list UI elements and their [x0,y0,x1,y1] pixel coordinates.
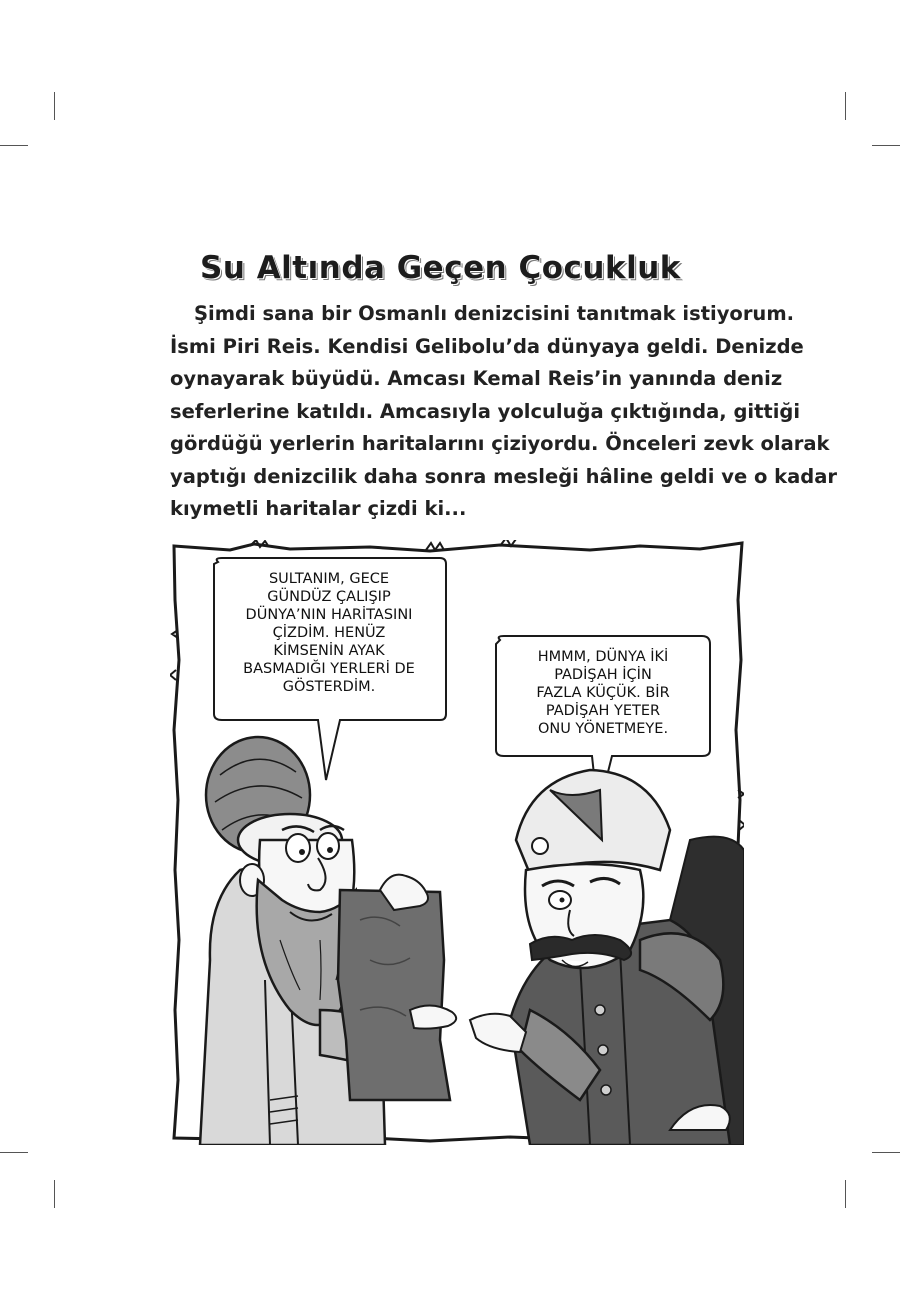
speech-line: HMMM, DÜNYA İKİ [537,649,669,665]
paragraph-line: kıymetli haritalar çizdi ki... [170,497,467,520]
speech-line: PADİŞAH İÇİN [554,667,652,683]
page-title: Su Altında Geçen Çocukluk [200,250,681,286]
speech-bubble-left-text [216,570,442,696]
crop-mark [845,92,846,120]
speech-line: GÖSTERDİM. [282,679,376,695]
paragraph-line: Şimdi sana bir Osmanlı denizcisini tanıtmak istiyorum. [194,302,795,325]
paragraph-line: seferlerine katıldı. Amcasıyla yolculuğa çıktığında, gittiği [170,399,801,423]
comic-panel [170,540,744,1145]
speech-line: ONU YÖNETMEYE. [537,721,669,737]
speech-line: BASMADIĞI YERLERİ DE [243,661,415,677]
paragraph-line: İsmi Piri Reis. Kendisi Gelibolu’da dünyaya geldi. Denizde [170,334,804,358]
speech-line: PADİŞAH YETER [545,703,661,719]
paragraph-line: yaptığı denizcilik daha sonra mesleği hâline geldi ve o kadar [170,464,837,488]
speech-bubble-right-text [500,648,706,738]
speech-line: SULTANIM, GECE [268,571,390,587]
speech-line: FAZLA KÜÇÜK. BİR [536,685,670,701]
speech-line: KİMSENİN AYAK [273,643,385,659]
speech-line: ÇİZDİM. HENÜZ [272,625,386,641]
body-paragraph [170,298,837,526]
crop-mark [0,1152,28,1153]
paragraph-line: gördüğü yerlerin haritalarını çiziyordu. Önceleri zevk olarak [170,432,830,455]
paragraph-line: oynayarak büyüdü. Amcası Kemal Reis’in yanında deniz [170,367,783,390]
crop-mark [845,1180,846,1208]
crop-mark [872,1152,900,1153]
crop-mark [872,145,900,146]
speech-line: GÜNDÜZ ÇALIŞIP [267,589,391,605]
crop-mark [0,145,28,146]
crop-mark [54,92,55,120]
speech-line: DÜNYA’NIN HARİTASINI [245,607,413,623]
crop-mark [54,1180,55,1208]
